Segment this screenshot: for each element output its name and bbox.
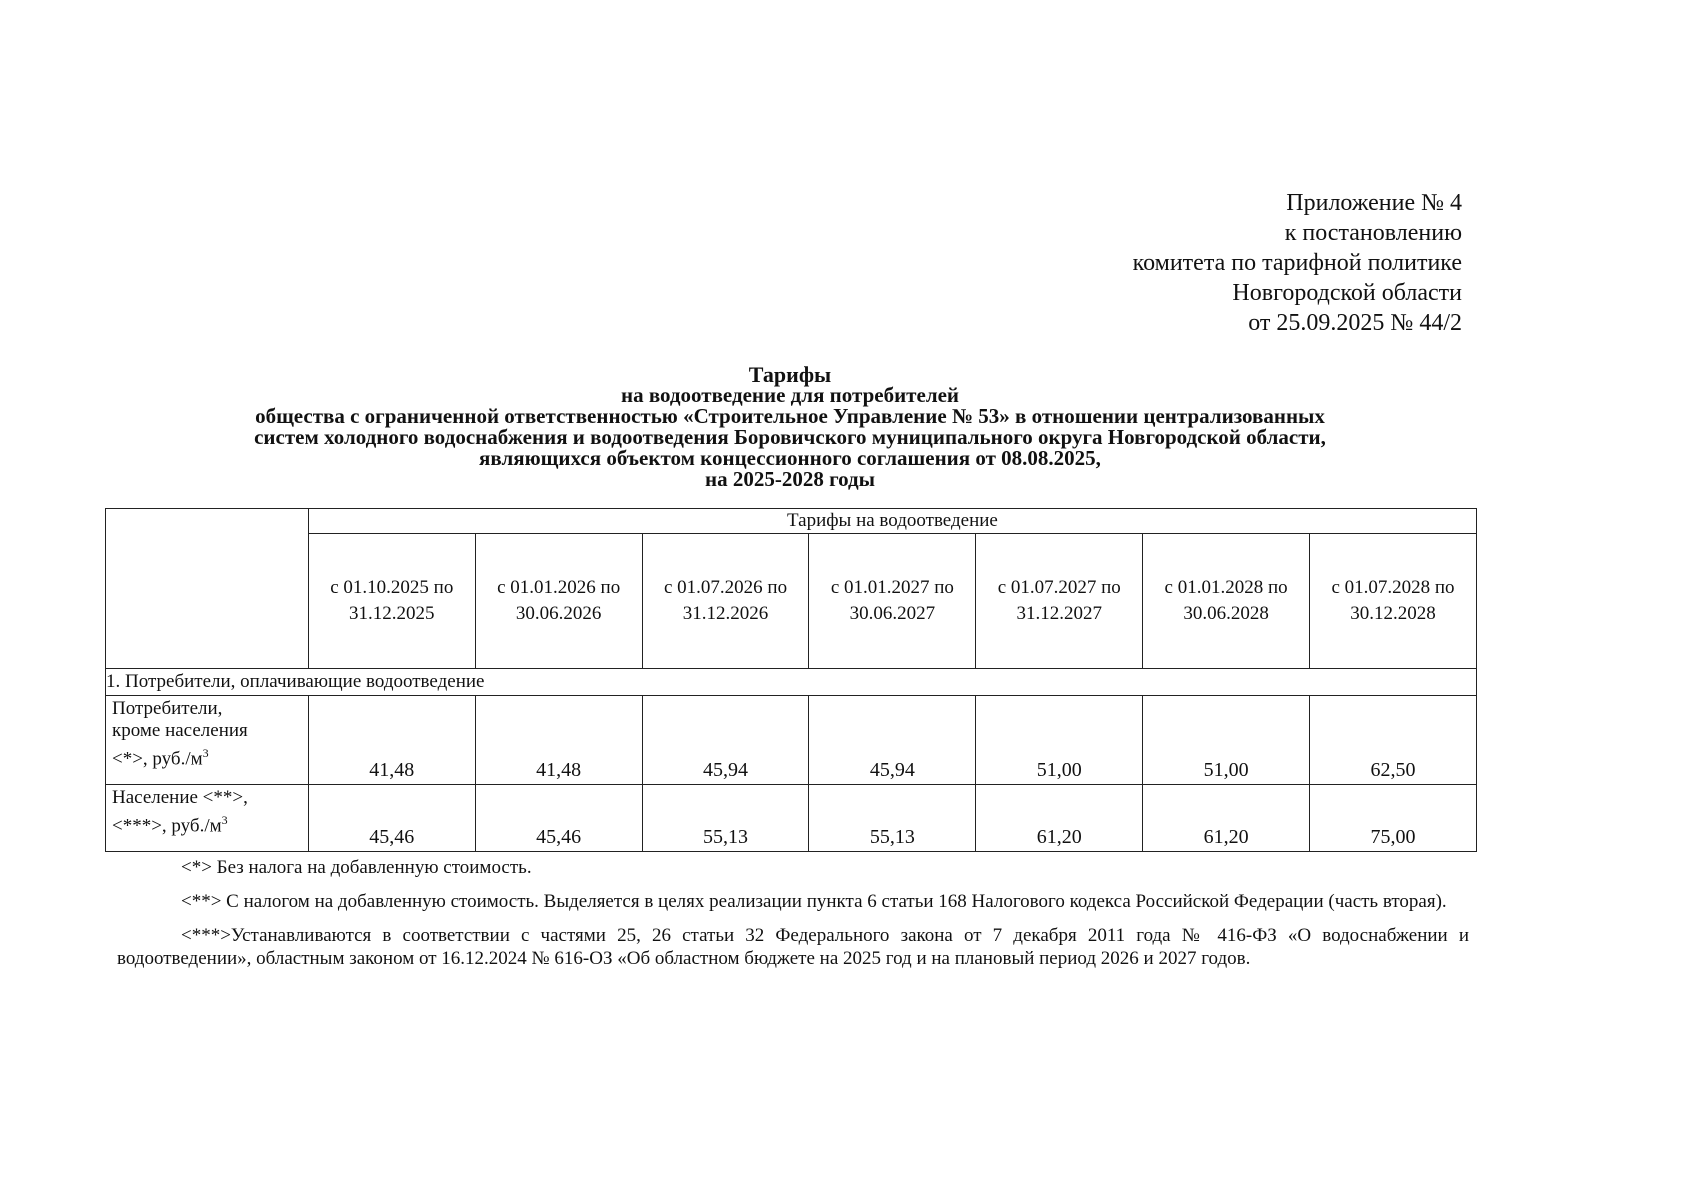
tariff-value: 41,48 — [475, 696, 642, 785]
appendix-ref: к постановлению — [1284, 220, 1462, 246]
document-title — [100, 364, 1480, 490]
tariff-value: 45,46 — [308, 785, 475, 852]
tariff-value: 45,94 — [642, 696, 809, 785]
title-main: Тарифы — [748, 362, 832, 387]
table-row — [106, 696, 1477, 785]
table-period-row — [106, 534, 1477, 669]
tariff-table — [105, 508, 1477, 852]
section-row — [106, 669, 1477, 696]
appendix-number: Приложение № 4 — [1286, 190, 1462, 216]
title-line-5: являющихся объектом концессионного соглашения от 08.08.2025, — [479, 446, 1101, 470]
appendix-date: от 25.09.2025 № 44/2 — [1248, 310, 1462, 336]
section-label: 1. Потребители, оплачивающие водоотведение — [106, 669, 1477, 696]
title-line-2: на водоотведение для потребителей — [620, 383, 960, 407]
period-header: с 01.01.2026 по 30.06.2026 — [475, 534, 642, 669]
tariff-value: 61,20 — [976, 785, 1143, 852]
period-header: с 01.01.2027 по 30.06.2027 — [809, 534, 976, 669]
group-header: Тарифы на водоотведение — [308, 509, 1476, 534]
footnotes — [117, 856, 1469, 981]
footnote-1: <*> Без налога на добавленную стоимость. — [181, 857, 532, 878]
period-header: с 01.01.2028 по 30.06.2028 — [1143, 534, 1310, 669]
table-row — [106, 785, 1477, 852]
table-header-group-row — [106, 509, 1477, 534]
period-header: с 01.07.2026 по 31.12.2026 — [642, 534, 809, 669]
row-label: Потребители, кроме населения <*>, $руб./м^3$ — [106, 696, 309, 785]
tariff-value: 51,00 — [1143, 696, 1310, 785]
tariff-value: 45,94 — [809, 696, 976, 785]
title-line-4: систем холодного водоснабжения и водоотведения Боровичского муниципального округа Новгородской области, — [254, 425, 1326, 449]
tariff-value: 55,13 — [809, 785, 976, 852]
appendix-header — [1133, 188, 1462, 338]
period-header: с 01.07.2027 по 31.12.2027 — [976, 534, 1143, 669]
tariff-value: 62,50 — [1310, 696, 1477, 785]
tariff-value: 51,00 — [976, 696, 1143, 785]
row-label: Население <**>, <***>, $руб./м^3$ — [106, 785, 309, 852]
tariff-value: 75,00 — [1310, 785, 1477, 852]
tariff-value: 41,48 — [308, 696, 475, 785]
period-header: с 01.07.2028 по 30.12.2028 — [1310, 534, 1477, 669]
title-line-6: на 2025-2028 годы — [704, 467, 876, 491]
period-header: с 01.10.2025 по 31.12.2025 — [308, 534, 475, 669]
table-corner-cell — [106, 509, 309, 669]
footnote-2: <**> С налогом на добавленную стоимость. Выделяется в целях реализации пункта 6 статьи 168 Налогового кодекса Российской Федерации (часть вторая). — [181, 891, 1447, 912]
footnote-3: <***>Устанавливаются в соответствии с частями 25, 26 статьи 32 Федерального закона от 7 декабря 2011 года № 416-ФЗ «О водоснабжении и водоотведении», областным законом от 16.12.2024 № 616-ОЗ «Об областном бюджете на 2025 год и на плановый период 2026 и 2027 годов. — [117, 925, 1469, 969]
appendix-region: Новгородской области — [1232, 280, 1462, 306]
tariff-value: 55,13 — [642, 785, 809, 852]
appendix-committee: комитета по тарифной политике — [1132, 250, 1462, 276]
tariff-value: 61,20 — [1143, 785, 1310, 852]
tariff-value: 45,46 — [475, 785, 642, 852]
title-line-3: общества с ограниченной ответственностью «Строительное Управление № 53» в отношении централизованных — [255, 404, 1325, 428]
